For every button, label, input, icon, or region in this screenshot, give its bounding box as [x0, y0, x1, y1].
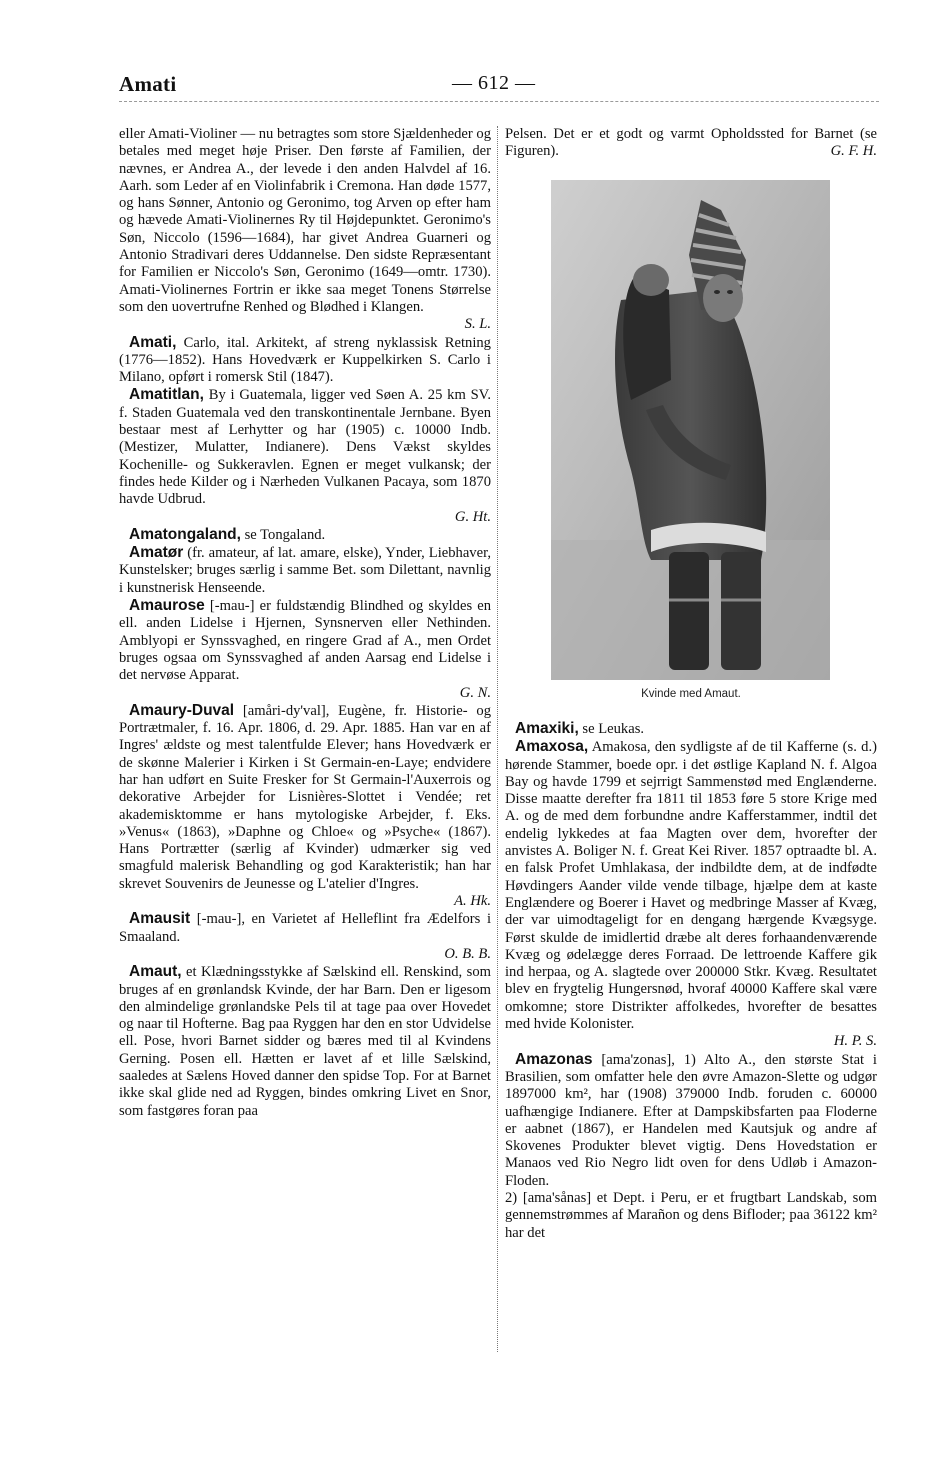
entry-text: Amakosa, den sydligste af de til Kafferne (s. d.) hørende Stammer, boede opr. i det østlige Kapland N. f. Algoa Bay og havde 1799 et sejrrigt Sammenstød med Englænderne. Disse maatte derefter fra 1811 til 1853 føre 5 store Krige med A. og de med dem forbundne andre Kafferstammer, indtil det endelig lykkedes at faa Magten over dem, hvorefter der anvistes A. Boliger N. f. Great Kei River. 1857 optraadte bl. A. en falsk Profet Umhlakasa, der indbildte dem, at de indfødte Høvdingers Aander vilde vende tilbage, hjælpe dem at kaste Englændere og Boerer i Havet og medbringe Masser af Kvæg, der var uimodtageligt for en dengang hærgende Kvægsyge. Først skulde de imidlertid dræbe alt deres forhaandenværende Kvæg og ødelægge deres Forraad. De lettroende Kaffere gik ind herpaa, og A. slagtede over 200000 Stkr. Kvæg. Resultatet blev en frygtelig Hungersnød, hvoraf 40000 Kaffere skal være omkomne; store Distrikter affolkedes, hvorefter de besattes med hvide Kolonister.	[505, 739, 877, 1033]
author-signature: H. P. S.	[833, 1033, 877, 1050]
header-rule	[119, 101, 879, 102]
dictionary-entry	[119, 526, 491, 544]
entry-headword: Amaxiki,	[515, 720, 579, 737]
continued-paragraph	[505, 126, 877, 161]
right-column-top	[505, 126, 877, 161]
dictionary-entry	[505, 1051, 877, 1190]
left-column	[119, 126, 491, 1120]
entry-text: se Leukas.	[582, 721, 645, 737]
author-signature: G. F. H.	[830, 143, 877, 160]
entry-text: Carlo, ital. Arkitekt, af streng nyklassisk Retning (1776—1852). Hans Hovedværk er Kuppelkirken S. Carlo i Milano, opført i romersk Stil (1847).	[119, 334, 491, 386]
entry-headword: Amati,	[129, 333, 177, 351]
author-signature: O. B. B.	[444, 945, 491, 962]
page-number: — 612 —	[452, 72, 536, 94]
dictionary-entry	[505, 720, 877, 738]
entry-text: [amåri-dy'val], Eugène, fr. Historie- og Portrætmaler, f. 16. Apr. 1806, d. 29. Apr. 1885. Han var en af Ingres' ældste og mest talentfulde Elever; hans Hovedværk er de skønne Malerier i Kirken i St Germain-en-Laye; endvidere har han udført en Suite Fresker for St Germain-l'Auxerrois og dekorative Arbejder for Lisnières-Slottet i Vendée; ret akademisktomme er hans mytologiske Arbejder, f. Eks. »Venus« (1863), »Daphne og Chloe« og »Psyche« (1867). Hans Portrætter (særlig af Kvinder) udmærker sig ved smagfuld malerisk Behandling og god Karakteristik; han har skrevet Souvenirs de Jeunesse og L'atelier d'Ingres.	[119, 702, 491, 892]
dictionary-entry	[119, 597, 491, 702]
figure-caption: Kvinde med Amaut.	[641, 688, 741, 700]
entry-text: eller Amati-Violiner — nu betragtes som store Sjældenheder og betales med meget høje Priser. Den første af Familien, der nævnes, er Andrea A., der levede i den anden Halvdel af 16. Aarh. som Leder af en Violinfabrik i Cremona. Han døde 1577, og hans Sønner, Antonio og Geronimo, tog Arven op efter ham og hævede Amati-Violinernes Ry til Højdepunktet. Geronimo's Søn, Niccolo (1596—1684), har givet Andrea Guarneri og Antonio Stradivari deres Uddannelse. Den sidste Repræsentant for Familien er Niccolo's Søn, Geronimo (1649—omtr. 1730). Amati-Violinernes Fortrin er ikke saa meget Tonens Størrelse som den uovertrufne Renhed og Blødhed i Klangen.	[119, 126, 491, 315]
dictionary-entry	[119, 963, 491, 1120]
entry-headword: Amausit	[129, 910, 191, 928]
paragraph-text: Pelsen. Det er et godt og varmt Opholdssted for Barnet (se Figuren).	[505, 126, 877, 160]
entry-headword: Amaxosa,	[515, 738, 589, 756]
dictionary-entry	[119, 910, 491, 963]
author-signature: S. L.	[464, 316, 491, 333]
entry-headword: Amatør	[129, 544, 184, 562]
entry-headword: Amazonas	[515, 1050, 593, 1068]
continued-paragraph	[119, 126, 491, 334]
dictionary-entry	[119, 386, 491, 525]
dictionary-entry	[119, 702, 491, 911]
entry-text: [ama'zonas], 1) Alto A., den største Stat i Brasilien, som omfatter hele den øvre Amazon-Slette og udgør 1897000 km², har (1908) 379000 Indb. foruden c. 60000 uafhængige Indianere. Efter at Dampskibsfarten paa Floderne er aabnet (1867), er Handelen med Kautsjuk og andre af Skovenes Produkter blevet vigtig. Dens Hovedstation er Manaos ved Rio Negro lidt oven for dens Udløb i Amazon-Floden.	[505, 1051, 877, 1189]
entry-text: [-mau-] er fuldstændig Blindhed og skyldes en ell. anden Lidelse i Hjernen, Synsnerven eller Nethinden. Amblyopi er Synssvaghed, en ringere Grad af A., men Ordet bruges ogsaa om Synssvaghed af anden Aarsag end Lidelse i det nervøse Apparat.	[119, 598, 491, 684]
running-head-word: Amati	[119, 72, 177, 96]
figure-woman-with-amaut	[551, 180, 830, 680]
entry-text: et Klædningsstykke af Sælskind ell. Renskind, som bruges af en grønlandsk Kvinde, der har Barn. Den er ligesom den almindelige grønlandske Pels til at tage paa over Hovedet og naar til Hofterne. Bag paa Ryggen har den en stor Udvidelse ell. Pose, hvori Barnet sidder og bæres med til al Kvindens Gerning. Posen ell. Hætten er lavet af et lille Sælskind, saaledes at Sælens Hoved danner den spidse Top. For at Barnet ikke skal glide ned ad Ryggen, bindes omkring Livet en Snor, som fastgøres foran paa	[119, 964, 491, 1119]
entry-text: By i Guatemala, ligger ved Søen A. 25 km SV. f. Staden Guatemala ved den transkontinentale Jernbane. Byen bestaar mest af Lerhytter og har (1905) c. 10000 Indb. (Mestizer, Mulatter, Indianere). Dens Vækst skyldes Kochenille- og Sukkeravlen. Egnen er meget vulkansk; der findes hede Kilder og i Nærheden Vulkanen Pacaya, som 1870 havde Udbrud.	[119, 387, 491, 508]
entry-text: 2) [ama'sånas] et Dept. i Peru, er et frugtbart Landskab, som gennemstrømmes af Marañon og dens Bifloder; paa 36122 km² har det	[505, 1190, 877, 1241]
author-signature: G. N.	[459, 684, 491, 701]
entry-headword: Amatongaland,	[129, 525, 241, 543]
author-signature: G. Ht.	[454, 508, 491, 525]
dictionary-entry	[119, 544, 491, 597]
entry-headword: Amaut,	[129, 963, 182, 981]
column-divider	[497, 126, 498, 1352]
author-signature: A. Hk.	[454, 893, 491, 910]
entry-text: [-mau-], en Varietet af Helleflint fra Ædelfors i Smaaland.	[119, 911, 491, 945]
entry-headword: Amaury-Duval	[129, 701, 235, 719]
continued-paragraph	[505, 1190, 877, 1242]
entry-headword: Amatitlan,	[129, 386, 204, 404]
entry-text: se Tongaland.	[244, 526, 326, 543]
dictionary-entry	[119, 334, 491, 387]
right-column-bottom	[505, 720, 877, 1242]
entry-text: (fr. amateur, af lat. amare, elske), Ynder, Liebhaver, Kunstelsker; bruges særlig i samme Bet. som Dilettant, navnlig i kunstnerisk Henseende.	[119, 545, 491, 596]
entry-headword: Amaurose	[129, 597, 205, 615]
dictionary-entry	[505, 738, 877, 1050]
